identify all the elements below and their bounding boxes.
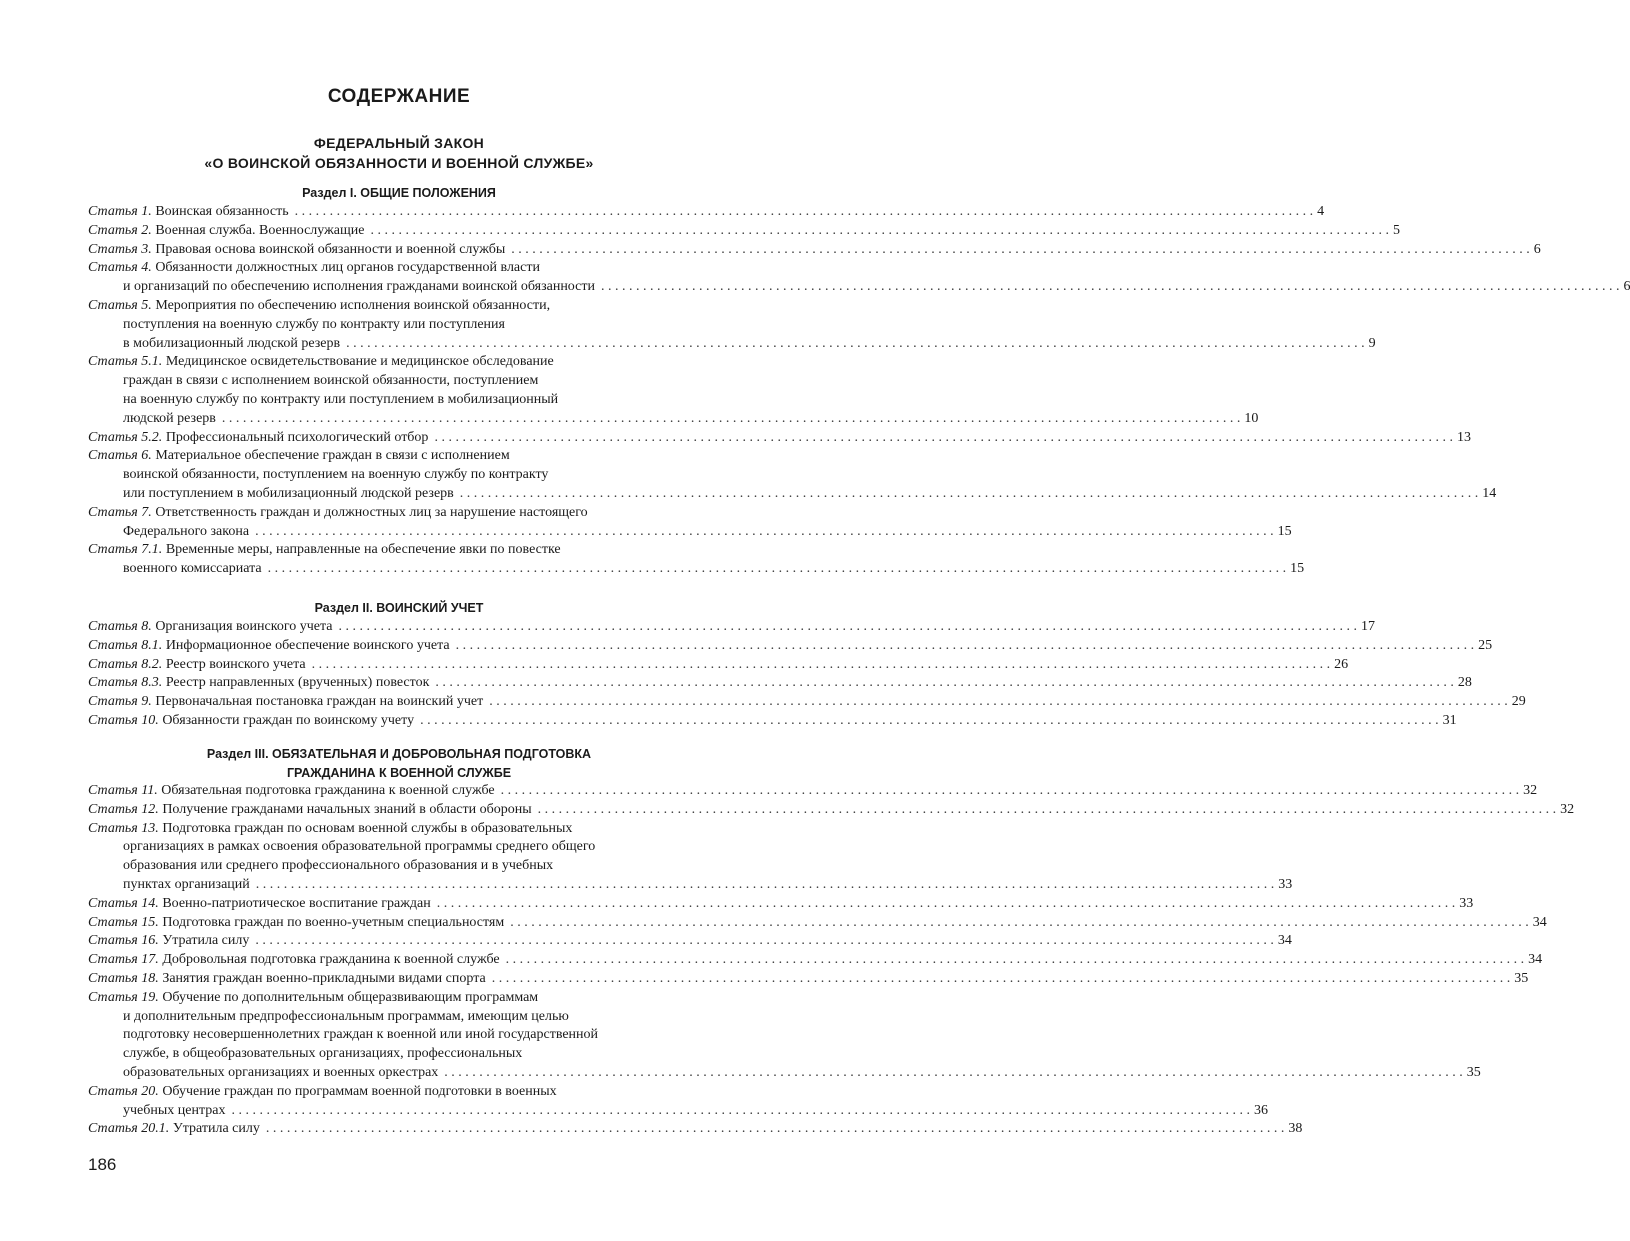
article-number: Статья 15.: [88, 914, 159, 930]
toc-entry-text: [88, 896, 431, 911]
toc-entry-line: [88, 989, 710, 1008]
article-number: Статья 8.3.: [88, 675, 163, 691]
toc-entry[interactable]: [88, 914, 1547, 933]
toc-entry[interactable]: [88, 203, 1325, 222]
article-title: Материальное обеспечение граждан в связи с исполнением: [155, 448, 510, 464]
dot-leader: [456, 638, 1475, 653]
section-heading: [88, 599, 710, 618]
article-title: образовательных организациях и военных оркестрах: [123, 1064, 439, 1080]
toc-entry-text: [88, 952, 500, 967]
toc-entry-line: [88, 541, 710, 560]
article-title: Обязанности граждан по воинскому учету: [162, 713, 415, 728]
toc-entry-text: [88, 448, 510, 463]
toc-entry[interactable]: [88, 801, 1575, 820]
dot-leader: [511, 242, 1530, 257]
dot-leader: [255, 933, 1274, 948]
dot-leader: [339, 619, 1358, 634]
toc-entry-line: [88, 932, 1292, 951]
page-reference: 26: [1334, 656, 1349, 672]
toc-entry-text: [88, 619, 333, 634]
article-number: Статья 8.1.: [88, 637, 163, 653]
article-title: Военно-патриотическое воспитание граждан: [162, 895, 431, 911]
page-reference: 33: [1278, 876, 1293, 892]
article-title: учебных центрах: [123, 1102, 226, 1118]
article-title: Утратила силу: [172, 1121, 260, 1137]
page-reference: 10: [1244, 410, 1259, 426]
toc-entry[interactable]: [88, 951, 1543, 970]
page-reference: 32: [1560, 801, 1575, 817]
toc-entry-line: [88, 353, 710, 372]
page-reference: 14: [1482, 485, 1497, 501]
law-title-line: ФЕДЕРАЛЬНЫЙ ЗАКОН: [313, 135, 485, 151]
toc-entry-text: [88, 1084, 557, 1099]
dot-leader: [266, 1121, 1285, 1136]
article-title: воинской обязанности, поступлением на военную службу по контракту: [123, 467, 549, 483]
toc-entry-line: [88, 782, 1538, 801]
dot-leader: [295, 204, 1314, 219]
toc-entry[interactable]: [88, 970, 1529, 989]
dot-leader: [489, 694, 1508, 709]
article-number: Статья 7.1.: [88, 542, 163, 558]
article-number: Статья 19.: [88, 989, 159, 1005]
toc-entry-line: [88, 1120, 1303, 1139]
article-title: Обязательная подготовка гражданина к военной службе: [161, 783, 495, 798]
toc-entry[interactable]: [88, 222, 1400, 241]
page-reference: 34: [1532, 914, 1547, 930]
toc-entry[interactable]: [88, 932, 1292, 951]
article-number: Статья 4.: [88, 260, 152, 276]
toc-entry[interactable]: [88, 297, 1376, 353]
article-title: Профессиональный психологический отбор: [165, 429, 429, 445]
toc-entry-line: [88, 391, 710, 410]
toc-entry[interactable]: [88, 541, 1305, 579]
toc-entry-line: [88, 504, 710, 523]
toc-entry-line: [88, 316, 710, 335]
toc-entry[interactable]: [88, 618, 1375, 637]
section-heading: [88, 184, 710, 203]
law-title-line: «О ВОИНСКОЙ ОБЯЗАННОСТИ И ВОЕННОЙ СЛУЖБЕ»: [204, 155, 594, 171]
page-reference: 28: [1457, 675, 1472, 691]
toc-entry-text: [123, 877, 250, 892]
toc-entry-text: [88, 260, 540, 275]
toc-entry-line: [88, 637, 1493, 656]
article-title: Утратила силу: [162, 933, 250, 949]
dot-leader: [435, 675, 1454, 690]
toc-entry-text: [123, 561, 262, 576]
page-reference: 32: [1523, 783, 1538, 798]
dot-leader: [460, 486, 1479, 501]
article-title: Первоначальная постановка граждан на воинский учет: [155, 694, 484, 710]
section-heading-line: Раздел I. ОБЩИЕ ПОЛОЖЕНИЯ: [302, 186, 496, 200]
toc-entry-line: [88, 656, 1349, 675]
toc-entry-line: [88, 447, 710, 466]
toc-entry-text: [123, 486, 454, 501]
toc-entry-line: [88, 297, 710, 316]
toc-entry-text: [88, 430, 428, 445]
article-title: Воинская обязанность: [155, 204, 289, 219]
article-title: поступления на военную службу по контракту или поступления: [123, 316, 505, 332]
article-title: пунктах организаций: [123, 876, 250, 892]
toc-entry-line: [88, 838, 710, 857]
article-title: подготовку несовершеннолетних граждан к военной или иной государственной: [123, 1027, 599, 1043]
article-title: Обучение по дополнительным общеразвивающим программам: [162, 989, 539, 1005]
toc-entry-text: [88, 971, 486, 986]
dot-leader: [312, 657, 1331, 672]
article-title: образования или среднего профессионального образования и в учебных: [123, 858, 554, 874]
toc-entry[interactable]: [88, 447, 1497, 503]
page-reference: 34: [1528, 952, 1543, 968]
article-number: Статья 1.: [88, 204, 152, 219]
article-title: Обучение граждан по программам военной подготовки в военных: [162, 1083, 557, 1099]
dot-leader: [437, 896, 1456, 911]
section-heading-line: ГРАЖДАНИНА К ВОЕННОЙ СЛУЖБЕ: [286, 765, 512, 780]
page-reference: 4: [1317, 204, 1325, 219]
article-number: Статья 14.: [88, 895, 159, 911]
toc-entry[interactable]: [88, 820, 1293, 895]
section-heading-line: Раздел III. ОБЯЗАТЕЛЬНАЯ И ДОБРОВОЛЬНАЯ ПОДГОТОВКА: [206, 747, 592, 761]
page-reference: 15: [1277, 523, 1292, 539]
toc-entry-text: [123, 1046, 522, 1061]
toc-entry-text: [123, 392, 558, 407]
article-title: в мобилизационный людской резерв: [123, 335, 341, 351]
toc-entry-text: [123, 839, 595, 854]
toc-entry-line: [88, 410, 1259, 429]
toc-entry[interactable]: [88, 241, 1541, 260]
toc-entry[interactable]: [88, 259, 1630, 297]
article-title: Правовая основа воинской обязанности и военной службы: [155, 241, 506, 257]
article-number: Статья 8.: [88, 619, 152, 634]
article-number: Статья 11.: [88, 783, 158, 798]
toc-entry[interactable]: [88, 989, 1481, 1083]
article-number: Статья 20.1.: [88, 1121, 170, 1137]
toc-entry[interactable]: [88, 1083, 1268, 1121]
dot-leader: [256, 877, 1275, 892]
toc-entry-line: [88, 222, 1400, 241]
article-title: Подготовка граждан по основам военной службы в образовательных: [162, 820, 573, 836]
toc-entry[interactable]: [88, 895, 1474, 914]
article-number: Статья 20.: [88, 1083, 159, 1099]
dot-leader: [538, 802, 1557, 817]
article-title: Медицинское освидетельствование и медицинское обследование: [165, 354, 554, 370]
dot-leader: [222, 411, 1241, 426]
toc-entry-line: [88, 259, 710, 278]
article-title: Получение гражданами начальных знаний в области обороны: [162, 801, 532, 817]
toc-entry-line: [88, 429, 1471, 448]
toc-entry-line: [88, 241, 1541, 260]
article-title: людской резерв: [123, 410, 216, 426]
toc-entry-text: [88, 802, 532, 817]
toc-entry[interactable]: [88, 504, 1292, 542]
article-number: Статья 9.: [88, 694, 152, 710]
toc-entry-line: [88, 523, 1292, 542]
toc-entry-line: [88, 203, 1325, 222]
article-number: Статья 6.: [88, 448, 152, 464]
toc-entry-text: [88, 1121, 260, 1136]
toc-entry-text: [88, 933, 249, 948]
toc-entry-line: [88, 278, 1630, 297]
toc-entry[interactable]: [88, 353, 1259, 428]
article-number: Статья 18.: [88, 971, 159, 986]
article-title: Организация воинского учета: [155, 619, 333, 634]
toc-entry[interactable]: [88, 712, 1457, 731]
toc-entry-text: [123, 524, 249, 539]
article-number: Статья 16.: [88, 933, 159, 949]
toc-entry-line: [88, 1083, 710, 1102]
page-reference: 35: [1466, 1064, 1481, 1080]
toc-entry-line: [88, 618, 1375, 637]
toc-entry-text: [88, 657, 306, 672]
article-title: и дополнительным предпрофессиональным программам, имеющим целью: [123, 1008, 569, 1024]
toc-entry[interactable]: [88, 693, 1526, 712]
toc-entry-line: [88, 1008, 710, 1027]
article-title: Федерального закона: [123, 523, 250, 539]
toc-entry-text: [123, 317, 505, 332]
article-title: Ответственность граждан и должностных лиц за нарушение настоящего: [155, 504, 588, 520]
toc-entry-line: [88, 1026, 710, 1045]
article-title: Добровольная подготовка гражданина к военной службе: [162, 952, 500, 968]
law-title: [88, 133, 710, 173]
toc-entry-text: [88, 638, 450, 653]
toc-entry[interactable]: [88, 1120, 1303, 1139]
toc-entry[interactable]: [88, 637, 1493, 656]
article-number: Статья 3.: [88, 241, 152, 257]
dot-leader: [501, 783, 1520, 798]
toc-entry[interactable]: [88, 656, 1349, 675]
article-title: или поступлением в мобилизационный людской резерв: [123, 485, 454, 501]
toc-entry-line: [88, 895, 1474, 914]
article-title: Реестр направленных (врученных) повесток: [165, 675, 430, 691]
page-reference: 34: [1277, 933, 1292, 949]
dot-leader: [268, 561, 1287, 576]
page-title: СОДЕРЖАНИЕ: [327, 86, 471, 107]
page-reference: 38: [1288, 1121, 1303, 1137]
toc-entry-text: [123, 411, 216, 426]
article-number: Статья 13.: [88, 820, 159, 836]
article-title: Временные меры, направленные на обеспечение явки по повестке: [165, 542, 561, 558]
toc-entry-text: [123, 1027, 598, 1042]
toc-entry-line: [88, 560, 1305, 579]
toc-entry-line: [88, 372, 710, 391]
toc-entry-text: [123, 467, 548, 482]
toc-entry-text: [88, 694, 483, 709]
toc-entry-text: [123, 858, 553, 873]
article-number: Статья 7.: [88, 504, 152, 520]
article-title: Подготовка граждан по военно-учетным специальностям: [162, 914, 505, 930]
page-number: 186: [88, 1155, 117, 1174]
dot-leader: [346, 336, 1365, 351]
page-reference: 15: [1290, 561, 1305, 577]
section-heading: [88, 745, 710, 782]
toc-entry-text: [123, 1103, 225, 1118]
page-reference: 9: [1368, 335, 1376, 351]
article-title: службе, в общеобразовательных организациях, профессиональных: [123, 1046, 523, 1062]
dot-leader: [510, 915, 1529, 930]
page-reference: 13: [1456, 429, 1471, 445]
article-number: Статья 2.: [88, 222, 152, 238]
toc-entry[interactable]: [88, 429, 1471, 448]
toc-entry-text: [88, 783, 495, 798]
dot-leader: [506, 952, 1525, 967]
toc-entry-line: [88, 1064, 1481, 1083]
page-reference: 36: [1253, 1102, 1268, 1118]
dot-leader: [444, 1065, 1463, 1080]
toc-entry-line: [88, 335, 1376, 354]
page-reference: 29: [1511, 694, 1526, 710]
page-reference: 33: [1459, 895, 1474, 911]
toc-entry-text: [123, 373, 538, 388]
dot-leader: [420, 713, 1439, 728]
article-number: Статья 10.: [88, 713, 159, 728]
article-number: Статья 17.: [88, 952, 159, 968]
toc-entry-line: [88, 914, 1547, 933]
toc-entry[interactable]: [88, 782, 1538, 801]
toc-entry-text: [88, 505, 588, 520]
dot-leader: [370, 223, 1389, 238]
toc-entry-text: [88, 542, 561, 557]
article-title: Занятия граждан военно-прикладными видами спорта: [162, 971, 486, 986]
page-reference: 35: [1514, 971, 1529, 986]
article-title: организациях в рамках освоения образовательной программы среднего общего: [123, 839, 596, 855]
page-reference: 6: [1533, 241, 1541, 257]
toc-entry-text: [88, 675, 429, 690]
toc-entry-text: [88, 821, 572, 836]
toc-entry-line: [88, 857, 710, 876]
toc-entry-line: [88, 876, 1293, 895]
toc-entry-text: [123, 1009, 569, 1024]
article-number: Статья 5.: [88, 298, 152, 313]
page-reference: 25: [1478, 637, 1493, 653]
article-number: Статья 5.2.: [88, 429, 163, 445]
toc-entry-text: [123, 336, 340, 351]
article-title: Мероприятия по обеспечению исполнения воинской обязанности,: [155, 298, 551, 313]
toc-entry-line: [88, 712, 1457, 731]
article-title: Военная служба. Военнослужащие: [155, 222, 365, 238]
toc-entry-text: [88, 915, 504, 930]
dot-leader: [231, 1103, 1250, 1118]
page-reference: 31: [1442, 713, 1457, 728]
toc-entry-text: [88, 990, 538, 1005]
dot-leader: [601, 279, 1620, 294]
toc-entry[interactable]: [88, 674, 1472, 693]
dot-leader: [492, 971, 1511, 986]
toc-entry-line: [88, 674, 1472, 693]
article-title: и организаций по обеспечению исполнения гражданами воинской обязанности: [123, 279, 595, 295]
article-title: военного комиссариата: [123, 561, 262, 577]
page-reference: 17: [1361, 619, 1375, 634]
toc-entry-text: [88, 204, 289, 219]
toc-entry-line: [88, 466, 710, 485]
toc-entry-text: [123, 279, 595, 294]
dot-leader: [255, 524, 1274, 539]
article-number: Статья 12.: [88, 801, 159, 817]
dot-leader: [434, 430, 1453, 445]
article-title: Реестр воинского учета: [165, 656, 306, 672]
article-number: Статья 8.2.: [88, 656, 163, 672]
page-reference: 6: [1623, 279, 1630, 295]
toc-entry-line: [88, 970, 1529, 989]
toc-entry-line: [88, 485, 1497, 504]
section-heading-line: Раздел II. ВОИНСКИЙ УЧЕТ: [314, 601, 484, 615]
article-title: Информационное обеспечение воинского учета: [165, 637, 450, 653]
toc-entry-line: [88, 693, 1526, 712]
toc-entry-text: [88, 298, 550, 313]
toc-entry-text: [88, 223, 364, 238]
toc-entry-line: [88, 951, 1543, 970]
toc-entry-line: [88, 1045, 710, 1064]
toc-entry-line: [88, 1102, 1268, 1121]
toc-entry-line: [88, 820, 710, 839]
article-title: на военную службу по контракту или поступлением в мобилизационный: [123, 391, 559, 407]
toc-entry-line: [88, 801, 1575, 820]
article-title: Обязанности должностных лиц органов государственной власти: [155, 260, 540, 276]
toc-entry-text: [123, 1065, 438, 1080]
page-reference: 5: [1392, 222, 1400, 238]
toc-entry-text: [88, 354, 554, 369]
toc-entry-text: [88, 242, 505, 257]
article-title: граждан в связи с исполнением воинской обязанности, поступлением: [123, 373, 539, 389]
toc-entry-text: [88, 713, 414, 728]
article-number: Статья 5.1.: [88, 354, 163, 370]
